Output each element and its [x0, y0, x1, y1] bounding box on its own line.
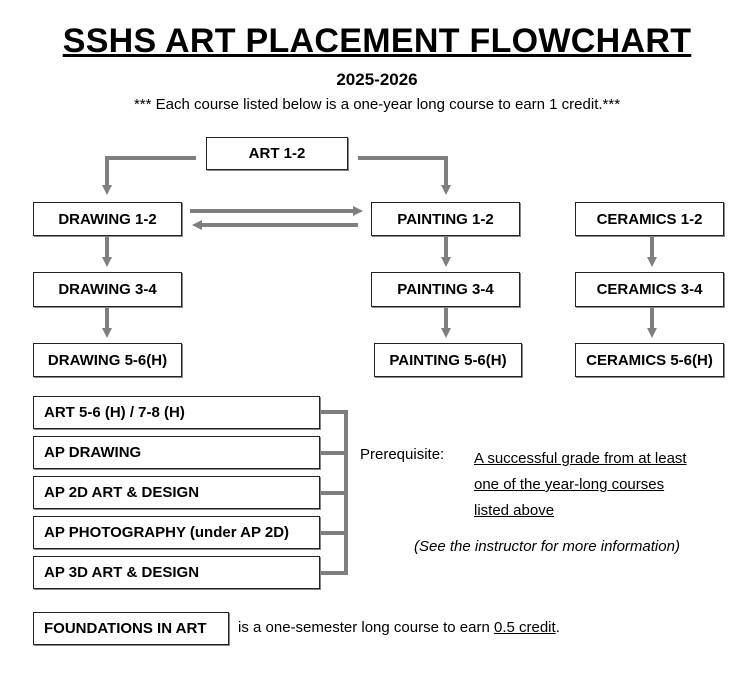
course-drawing-5-6h: DRAWING 5-6(H) [33, 343, 182, 377]
course-ap-photography: AP PHOTOGRAPHY (under AP 2D) [33, 516, 320, 549]
page-title: SSHS ART PLACEMENT FLOWCHART [62, 22, 692, 60]
foundations-credit: 0.5 credit [493, 619, 556, 636]
instructor-note: (See the instructor for more information) [414, 538, 680, 555]
course-painting-3-4: PAINTING 3-4 [371, 272, 520, 307]
course-drawing-3-4: DRAWING 3-4 [33, 272, 182, 307]
school-year: 2025-2026 [336, 70, 418, 89]
course-ap-drawing: AP DRAWING [33, 436, 320, 469]
course-ceramics-1-2: CERAMICS 1-2 [575, 202, 724, 236]
course-art-1-2: ART 1-2 [206, 137, 348, 170]
course-ap-2d-art-design: AP 2D ART & DESIGN [33, 476, 320, 509]
prerequisite-text: A successful grade from at least one of the year-long courses listed above [474, 450, 687, 519]
course-ap-3d-art-design: AP 3D ART & DESIGN [33, 556, 320, 589]
arrow-root-to-drawing [107, 158, 196, 190]
course-painting-1-2: PAINTING 1-2 [371, 202, 520, 236]
arrow-root-to-painting [358, 158, 446, 190]
course-ceramics-3-4: CERAMICS 3-4 [575, 272, 724, 307]
foundations-description: is a one-semester long course to earn 0.5 credit. [238, 619, 560, 636]
prerequisite-label: Prerequisite: [360, 446, 445, 463]
course-ceramics-5-6h: CERAMICS 5-6(H) [575, 343, 724, 377]
course-painting-5-6h: PAINTING 5-6(H) [374, 343, 522, 377]
course-art-5-6h-7-8h: ART 5-6 (H) / 7-8 (H) [33, 396, 320, 429]
course-drawing-1-2: DRAWING 1-2 [33, 202, 182, 236]
credit-note: *** Each course listed below is a one-year long course to earn 1 credit.*** [133, 96, 621, 113]
advanced-bracket [320, 412, 346, 573]
course-foundations-in-art: FOUNDATIONS IN ART [33, 612, 229, 645]
